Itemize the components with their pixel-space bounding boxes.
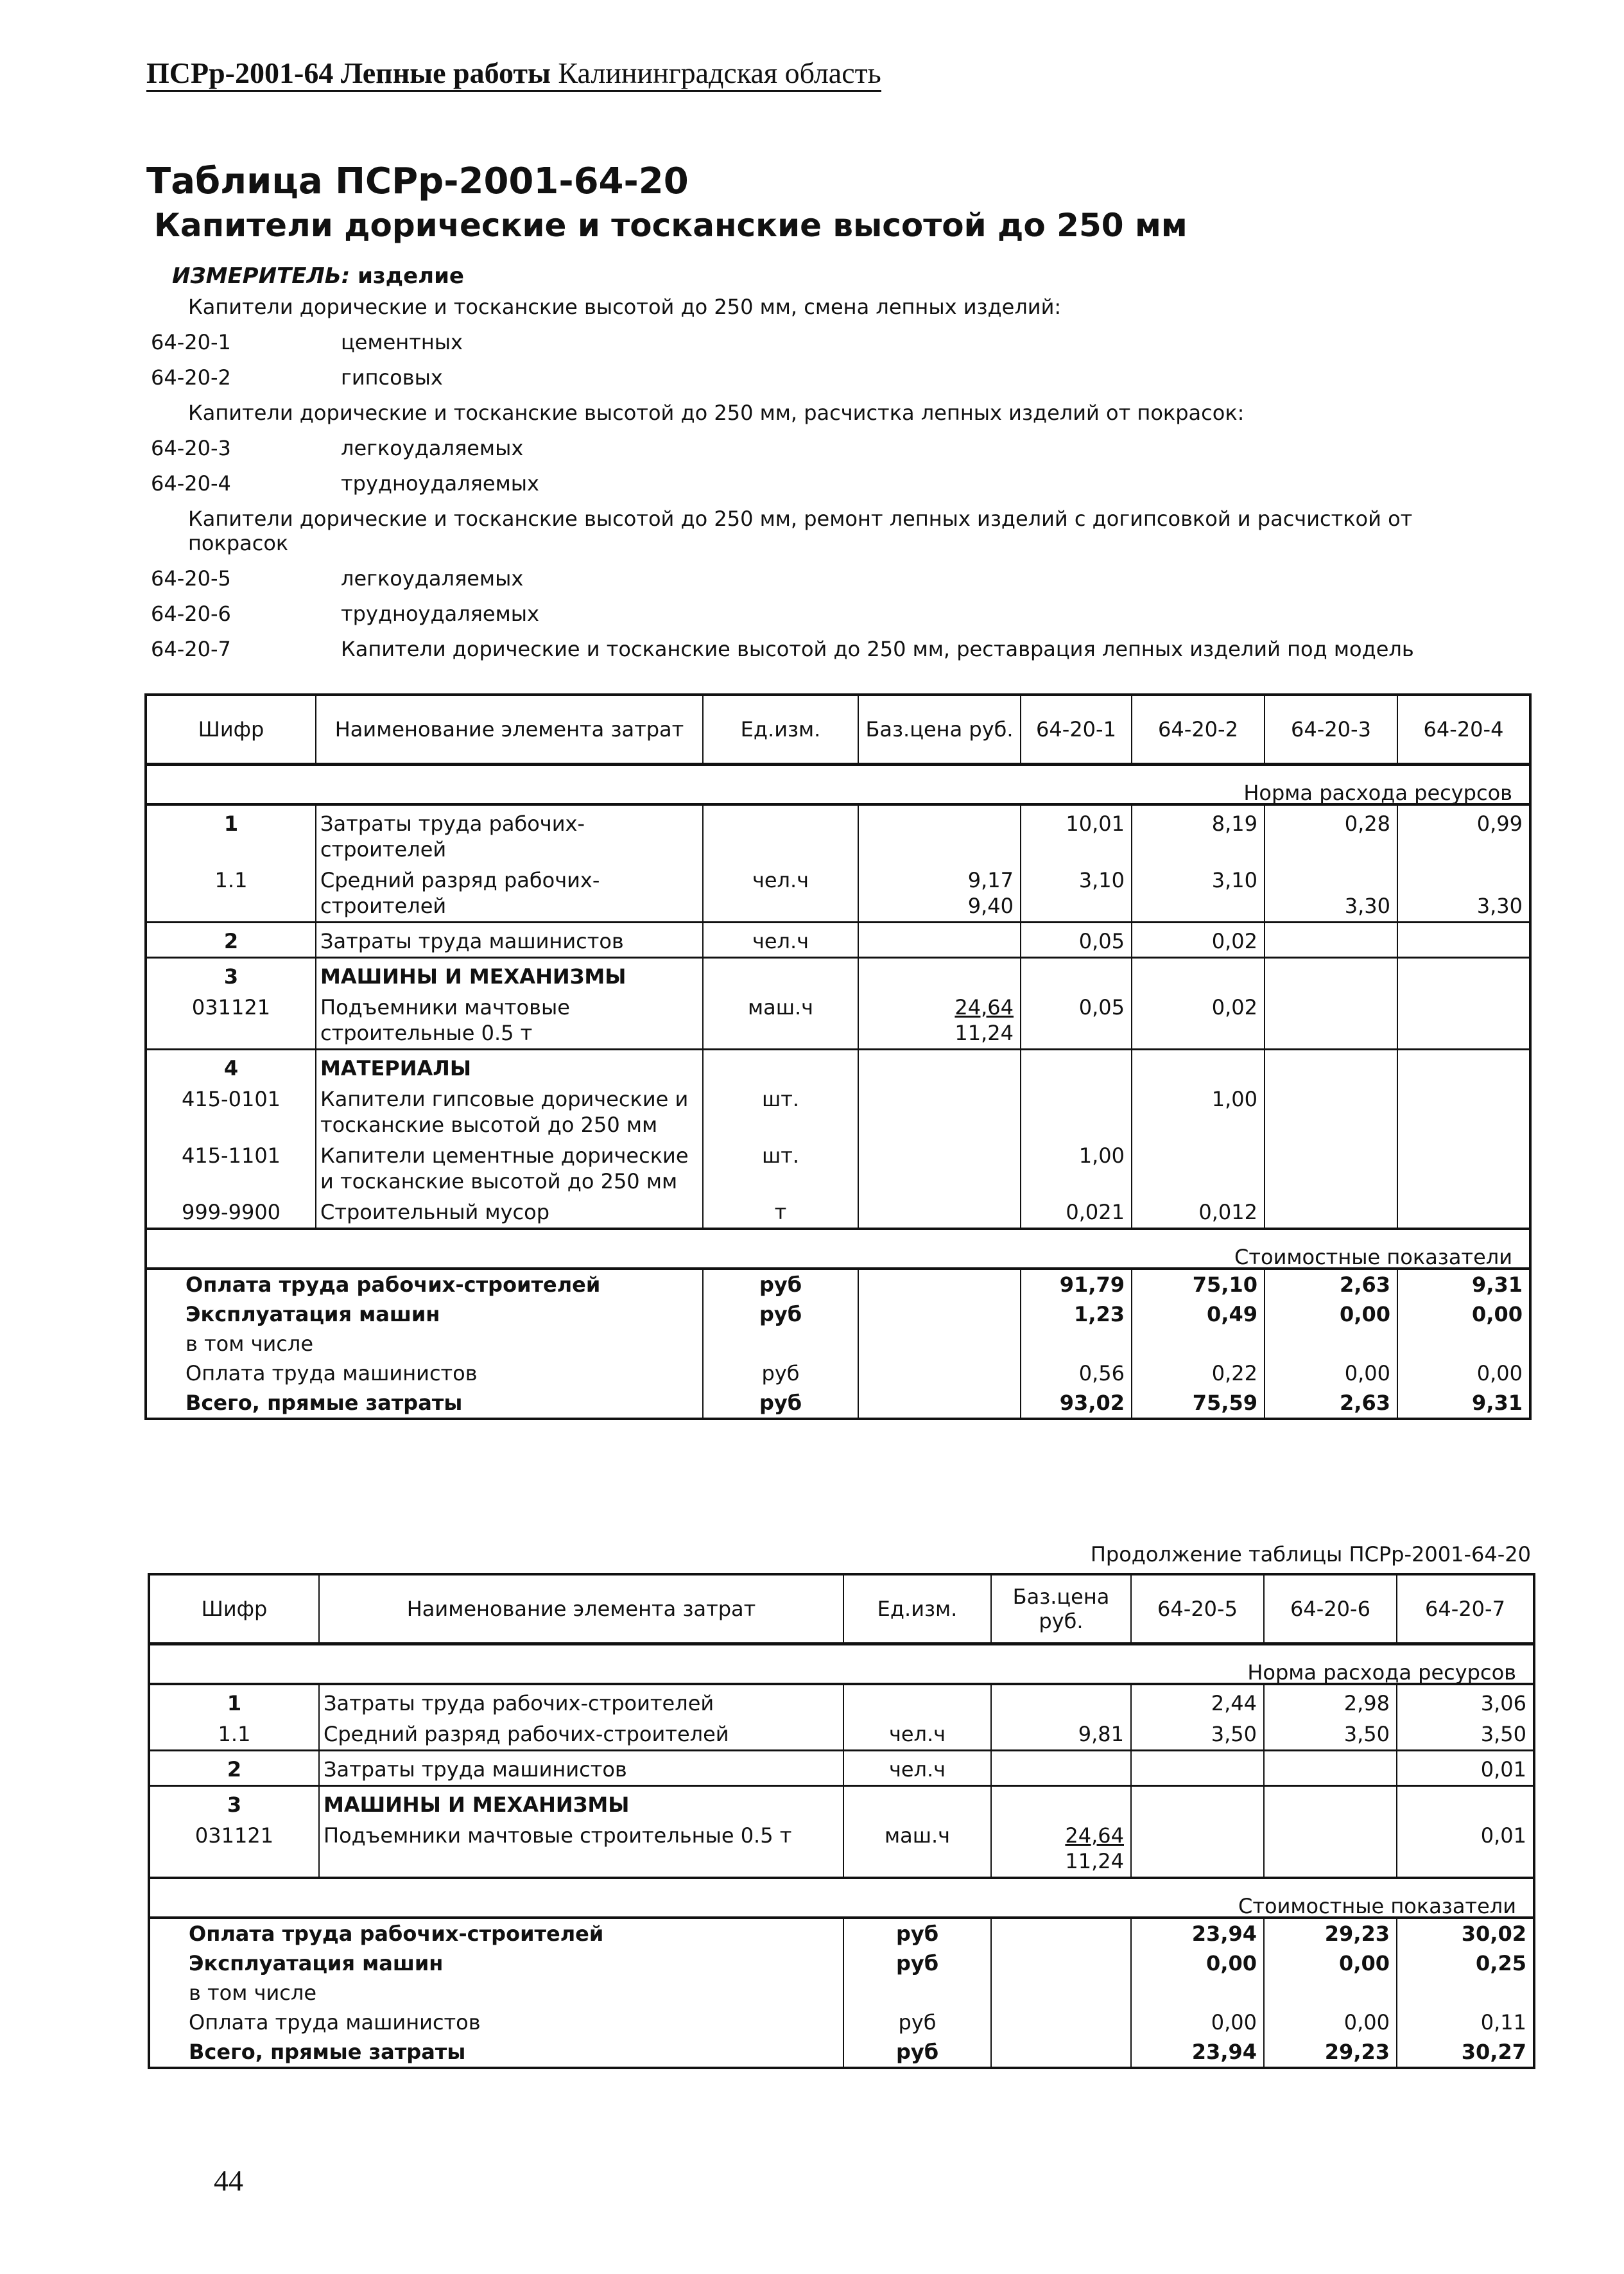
row-value xyxy=(1132,1140,1265,1197)
table-row xyxy=(146,923,1530,958)
row-value: 2,44 xyxy=(1131,1684,1264,1719)
cost-name: Эксплуатация машин xyxy=(189,1951,444,1975)
continuation-label: Продолжение таблицы ПСРр-2001-64-20 xyxy=(1090,1542,1531,1567)
column-header: 64-20-3 xyxy=(1265,695,1397,765)
cost-row xyxy=(149,2037,1534,2068)
cost-value: 0,00 xyxy=(1131,2008,1264,2037)
section-row xyxy=(149,1878,1534,1918)
cost-value: 30,02 xyxy=(1397,1918,1534,1949)
row-value: 0,99 xyxy=(1397,804,1530,865)
row-value: 3,50 xyxy=(1264,1719,1397,1751)
row-code: 415-0101 xyxy=(181,1087,281,1111)
resource-table-continuation xyxy=(148,1573,1535,2069)
row-value: 3,50 xyxy=(1131,1719,1264,1751)
section-row xyxy=(149,1644,1534,1685)
cost-value: 0,00 xyxy=(1397,1358,1530,1388)
row-code: 4 xyxy=(146,1050,316,1084)
cost-unit: руб xyxy=(843,2037,991,2068)
row-value xyxy=(1131,1751,1264,1786)
row-value xyxy=(1265,923,1397,958)
row-value xyxy=(1131,1820,1264,1878)
measure-label: ИЗМЕРИТЕЛЬ: xyxy=(172,263,350,289)
row-value: 0,02 xyxy=(1132,992,1265,1050)
row-value xyxy=(1397,1786,1534,1821)
row-value: 0,012 xyxy=(1132,1197,1265,1229)
column-header: 64-20-2 xyxy=(1132,695,1265,765)
row-code: 1.1 xyxy=(218,1722,251,1746)
row-value xyxy=(1264,1751,1397,1786)
row-value xyxy=(1265,992,1397,1050)
cost-unit: руб xyxy=(703,1269,858,1299)
row-unit: чел.ч xyxy=(843,1751,991,1786)
cost-unit: руб xyxy=(843,1949,991,1978)
page-subtitle: Капители дорические и тосканские высотой до 250 мм xyxy=(154,207,1188,244)
measure-value: изделие xyxy=(358,263,464,289)
cost-unit: руб xyxy=(703,1388,858,1419)
intro-code: 64-20-5 xyxy=(151,566,231,591)
row-value: 0,021 xyxy=(1021,1197,1132,1229)
row-unit: т xyxy=(703,1197,858,1229)
cost-value: 30,27 xyxy=(1397,2037,1534,2068)
row-code: 031121 xyxy=(194,1823,274,1848)
header-row xyxy=(146,695,1530,765)
norm-section-label: Норма расхода ресурсов xyxy=(149,1644,1534,1685)
row-value: 0,01 xyxy=(1397,1820,1534,1878)
row-value xyxy=(1265,1197,1397,1229)
row-code: 031121 xyxy=(191,995,271,1020)
row-base-price xyxy=(858,1050,1021,1084)
cost-value: 0,00 xyxy=(1265,1299,1397,1329)
intro-line xyxy=(151,506,1563,555)
cost-base-price xyxy=(991,1949,1131,1978)
row-value: 0,05 xyxy=(1021,992,1132,1050)
row-base-price xyxy=(858,992,1021,1050)
price-line: 9,40 xyxy=(967,894,1014,918)
intro-code: 64-20-1 xyxy=(151,330,231,354)
row-base-price xyxy=(991,1786,1131,1821)
row-base-price xyxy=(991,1719,1131,1751)
cost-value: 0,00 xyxy=(1264,2008,1397,2037)
cost-row xyxy=(146,1299,1530,1329)
row-value: 1,00 xyxy=(1021,1140,1132,1197)
cost-row xyxy=(146,1269,1530,1299)
intro-text: трудноудаляемых xyxy=(341,471,539,496)
row-name: МАШИНЫ И МЕХАНИЗМЫ xyxy=(316,958,703,993)
cost-base-price xyxy=(858,1299,1021,1329)
cost-value: 75,10 xyxy=(1132,1269,1265,1299)
cost-name: Оплата труда машинистов xyxy=(186,1361,478,1385)
row-value xyxy=(1397,1084,1530,1140)
table-row xyxy=(146,1197,1530,1229)
row-value xyxy=(1264,1786,1397,1821)
price-line: 9,17 xyxy=(967,868,1014,892)
column-header: Наименование элемента затрат xyxy=(319,1574,843,1644)
cost-value: 0,00 xyxy=(1397,1299,1530,1329)
cost-unit: руб xyxy=(703,1299,858,1329)
cost-base-price xyxy=(858,1269,1021,1299)
cost-value xyxy=(1131,1978,1264,2008)
row-base-price xyxy=(991,1751,1131,1786)
column-header: Ед.изм. xyxy=(843,1574,991,1644)
table-row xyxy=(149,1820,1534,1878)
cost-name: Оплата труда машинистов xyxy=(189,2010,481,2035)
column-header: 64-20-4 xyxy=(1397,695,1530,765)
row-value: 0,01 xyxy=(1397,1751,1534,1786)
row-unit: маш.ч xyxy=(843,1820,991,1878)
cost-value xyxy=(1021,1329,1132,1358)
row-code: 2 xyxy=(149,1751,319,1786)
row-base-price xyxy=(991,1820,1131,1878)
row-name: Строительный мусор xyxy=(316,1197,703,1229)
cost-value: 29,23 xyxy=(1264,1918,1397,1949)
intro-code: 64-20-4 xyxy=(151,471,231,496)
row-value xyxy=(1132,1050,1265,1084)
row-unit xyxy=(703,958,858,993)
cost-value xyxy=(1397,1978,1534,2008)
cost-value: 1,23 xyxy=(1021,1299,1132,1329)
column-header: 64-20-7 xyxy=(1397,1574,1534,1644)
row-name: Подъемники мачтовые строительные 0.5 т xyxy=(319,1820,843,1878)
cost-base-price xyxy=(858,1358,1021,1388)
intro-line xyxy=(151,294,1563,320)
table-row xyxy=(146,992,1530,1050)
intro-line xyxy=(151,471,1563,496)
cost-base-price xyxy=(991,2037,1131,2068)
intro-text: легкоудаляемых xyxy=(341,436,524,460)
cost-value: 23,94 xyxy=(1131,2037,1264,2068)
intro-text: гипсовых xyxy=(341,365,443,390)
cost-base-price xyxy=(991,1978,1131,2008)
row-value xyxy=(1021,1050,1132,1084)
cost-row xyxy=(146,1358,1530,1388)
table-row xyxy=(146,865,1530,923)
cost-row xyxy=(146,1388,1530,1419)
measure-unit xyxy=(172,263,464,289)
row-name: МАТЕРИАЛЫ xyxy=(316,1050,703,1084)
column-header: Баз.цена руб. xyxy=(858,695,1021,765)
row-name: Затраты труда машинистов xyxy=(316,923,703,958)
section-row xyxy=(146,765,1530,805)
row-code: 3 xyxy=(146,958,316,993)
row-unit xyxy=(843,1786,991,1821)
cost-value: 0,00 xyxy=(1264,1949,1397,1978)
table-row xyxy=(149,1786,1534,1821)
cost-value: 0,00 xyxy=(1131,1949,1264,1978)
intro-code: 64-20-7 xyxy=(151,637,231,661)
page-number: 44 xyxy=(214,2164,243,2197)
intro-line xyxy=(151,365,1563,390)
column-header: Шифр xyxy=(146,695,316,765)
cost-value: 2,63 xyxy=(1265,1269,1397,1299)
row-name: МАШИНЫ И МЕХАНИЗМЫ xyxy=(319,1786,843,1821)
row-unit xyxy=(843,1684,991,1719)
row-base-price xyxy=(858,958,1021,993)
row-value xyxy=(1397,1140,1530,1197)
cost-row xyxy=(146,1329,1530,1358)
cost-row xyxy=(149,1949,1534,1978)
cost-value: 0,22 xyxy=(1132,1358,1265,1388)
row-name: Затраты труда рабочих-строителей xyxy=(319,1684,843,1719)
price-line: 24,64 xyxy=(1065,1823,1124,1848)
cost-value: 0,11 xyxy=(1397,2008,1534,2037)
row-name: Затраты труда рабочих-строителей xyxy=(316,804,703,865)
cost-value xyxy=(1265,1329,1397,1358)
column-header: Наименование элемента затрат xyxy=(316,695,703,765)
cost-unit xyxy=(703,1329,858,1358)
row-value xyxy=(1397,992,1530,1050)
table-row xyxy=(149,1684,1534,1719)
row-base-price xyxy=(858,1084,1021,1140)
row-value xyxy=(1264,1820,1397,1878)
table-row xyxy=(146,804,1530,865)
intro-text: трудноудаляемых xyxy=(341,602,539,626)
cost-name: Всего, прямые затраты xyxy=(186,1391,463,1415)
row-code: 1 xyxy=(146,804,316,865)
table-row xyxy=(146,958,1530,993)
intro-group-text-cont: покрасок xyxy=(188,531,289,555)
cost-value: 93,02 xyxy=(1021,1388,1132,1419)
row-value xyxy=(1265,958,1397,993)
table-row xyxy=(149,1751,1534,1786)
row-unit: чел.ч xyxy=(843,1719,991,1751)
table-row xyxy=(146,1084,1530,1140)
intro-code: 64-20-3 xyxy=(151,436,231,460)
row-code: 1.1 xyxy=(214,868,248,892)
page-title: Таблица ПСРр-2001-64-20 xyxy=(146,161,689,202)
cost-name: в том числе xyxy=(189,1981,316,2005)
row-code: 999-9900 xyxy=(181,1200,281,1224)
row-value: 0,28 xyxy=(1265,804,1397,865)
column-header: 64-20-6 xyxy=(1264,1574,1397,1644)
intro-line xyxy=(151,435,1563,461)
row-value xyxy=(1265,1084,1397,1140)
row-name: Средний разряд рабочих-строителей xyxy=(319,1719,843,1751)
row-unit: чел.ч xyxy=(703,923,858,958)
cost-value xyxy=(1264,1978,1397,2008)
row-value xyxy=(1021,1084,1132,1140)
row-name: Затраты труда машинистов xyxy=(319,1751,843,1786)
row-value xyxy=(1132,958,1265,993)
cost-value: 0,00 xyxy=(1265,1358,1397,1388)
intro-line xyxy=(151,566,1563,591)
cost-base-price xyxy=(858,1329,1021,1358)
intro-line xyxy=(151,400,1563,426)
running-head-region: Калининградская область xyxy=(558,56,881,89)
intro-group-text: Капители дорические и тосканские высотой до 250 мм, расчистка лепных изделий от покрасок: xyxy=(188,401,1245,425)
intro-text: легкоудаляемых xyxy=(341,566,524,591)
row-value: 3,06 xyxy=(1397,1684,1534,1719)
row-value: 10,01 xyxy=(1021,804,1132,865)
row-value: 3,30 xyxy=(1397,865,1530,923)
row-base-price xyxy=(858,1197,1021,1229)
row-value: 3,30 xyxy=(1265,865,1397,923)
cost-value xyxy=(1132,1329,1265,1358)
column-header: Баз.цена руб. xyxy=(991,1574,1131,1644)
row-name: Капители цементные дорические и тосканские высотой до 250 мм xyxy=(316,1140,703,1197)
cost-value: 9,31 xyxy=(1397,1269,1530,1299)
intro-text: Капители дорические и тосканские высотой до 250 мм, реставрация лепных изделий под модель xyxy=(341,637,1414,661)
intro-group-text: Капители дорические и тосканские высотой до 250 мм, смена лепных изделий: xyxy=(188,295,1062,319)
column-header: Шифр xyxy=(149,1574,319,1644)
cost-unit: руб xyxy=(843,1918,991,1949)
cost-value: 91,79 xyxy=(1021,1269,1132,1299)
row-base-price xyxy=(858,1140,1021,1197)
price-line: 24,64 xyxy=(955,995,1014,1020)
row-code: 1 xyxy=(149,1684,319,1719)
row-value xyxy=(1265,1050,1397,1084)
cost-unit: руб xyxy=(843,2008,991,2037)
cost-unit: руб xyxy=(703,1358,858,1388)
table-row xyxy=(149,1719,1534,1751)
row-value: 0,02 xyxy=(1132,923,1265,958)
row-value xyxy=(1131,1786,1264,1821)
cost-row xyxy=(149,1978,1534,2008)
row-value xyxy=(1397,1197,1530,1229)
cost-base-price xyxy=(991,2008,1131,2037)
cost-value: 0,49 xyxy=(1132,1299,1265,1329)
row-base-price xyxy=(991,1684,1131,1719)
price-line: 11,24 xyxy=(1065,1849,1124,1873)
row-unit: чел.ч xyxy=(703,865,858,923)
cost-base-price xyxy=(991,1918,1131,1949)
column-header: 64-20-5 xyxy=(1131,1574,1264,1644)
price-line: 9,81 xyxy=(1078,1722,1124,1746)
row-value: 2,98 xyxy=(1264,1684,1397,1719)
column-header: Ед.изм. xyxy=(703,695,858,765)
price-line: 11,24 xyxy=(955,1021,1014,1045)
row-value: 8,19 xyxy=(1132,804,1265,865)
cost-name: в том числе xyxy=(186,1332,313,1356)
cost-value: 75,59 xyxy=(1132,1388,1265,1419)
row-base-price xyxy=(858,923,1021,958)
section-row xyxy=(146,1229,1530,1269)
intro-code: 64-20-2 xyxy=(151,365,231,390)
cost-value: 0,25 xyxy=(1397,1949,1534,1978)
row-value: 3,50 xyxy=(1397,1719,1534,1751)
row-value: 3,10 xyxy=(1132,865,1265,923)
cost-unit xyxy=(843,1978,991,2008)
cost-section-label: Стоимостные показатели xyxy=(149,1878,1534,1918)
cost-value: 0,56 xyxy=(1021,1358,1132,1388)
row-value xyxy=(1397,923,1530,958)
running-head-section: ПСРр-2001-64 Лепные работы xyxy=(146,56,551,89)
row-value xyxy=(1397,1050,1530,1084)
table-row xyxy=(146,1140,1530,1197)
row-name: Капители гипсовые дорические и тосканские высотой до 250 мм xyxy=(316,1084,703,1140)
cost-row xyxy=(149,2008,1534,2037)
intro-line xyxy=(151,636,1563,662)
running-head xyxy=(146,56,881,92)
row-value: 3,10 xyxy=(1021,865,1132,923)
cost-value xyxy=(1397,1329,1530,1358)
norm-section-label: Норма расхода ресурсов xyxy=(146,765,1530,805)
row-unit: шт. xyxy=(703,1140,858,1197)
row-name: Подъемники мачтовые строительные 0.5 т xyxy=(316,992,703,1050)
row-value xyxy=(1265,1140,1397,1197)
cost-name: Всего, прямые затраты xyxy=(189,2040,466,2064)
intro-line xyxy=(151,601,1563,627)
cost-value: 2,63 xyxy=(1265,1388,1397,1419)
cost-section-label: Стоимостные показатели xyxy=(146,1229,1530,1269)
row-name: Средний разряд рабочих-строителей xyxy=(316,865,703,923)
intro-list xyxy=(151,294,1563,673)
row-unit xyxy=(703,1050,858,1084)
cost-value: 29,23 xyxy=(1264,2037,1397,2068)
row-base-price xyxy=(858,804,1021,865)
cost-base-price xyxy=(858,1388,1021,1419)
row-unit: шт. xyxy=(703,1084,858,1140)
table-row xyxy=(146,1050,1530,1084)
row-value xyxy=(1021,958,1132,993)
cost-name: Оплата труда рабочих-строителей xyxy=(189,1922,604,1946)
header-row xyxy=(149,1574,1534,1644)
cost-value: 9,31 xyxy=(1397,1388,1530,1419)
intro-text: цементных xyxy=(341,330,463,354)
cost-name: Оплата труда рабочих-строителей xyxy=(186,1272,601,1297)
row-value: 1,00 xyxy=(1132,1084,1265,1140)
intro-line xyxy=(151,329,1563,355)
row-value xyxy=(1397,958,1530,993)
row-base-price xyxy=(858,865,1021,923)
row-unit xyxy=(703,804,858,865)
intro-group-text: Капители дорические и тосканские высотой до 250 мм, ремонт лепных изделий с догипсовкой и расчисткой от xyxy=(188,507,1413,531)
cost-name: Эксплуатация машин xyxy=(186,1302,440,1326)
row-value: 0,05 xyxy=(1021,923,1132,958)
cost-row xyxy=(149,1918,1534,1949)
row-code: 2 xyxy=(146,923,316,958)
row-unit: маш.ч xyxy=(703,992,858,1050)
column-header: 64-20-1 xyxy=(1021,695,1132,765)
row-code: 415-1101 xyxy=(181,1143,281,1168)
row-code: 3 xyxy=(149,1786,319,1821)
intro-code: 64-20-6 xyxy=(151,602,231,626)
resource-table-main xyxy=(144,693,1532,1420)
cost-value: 23,94 xyxy=(1131,1918,1264,1949)
